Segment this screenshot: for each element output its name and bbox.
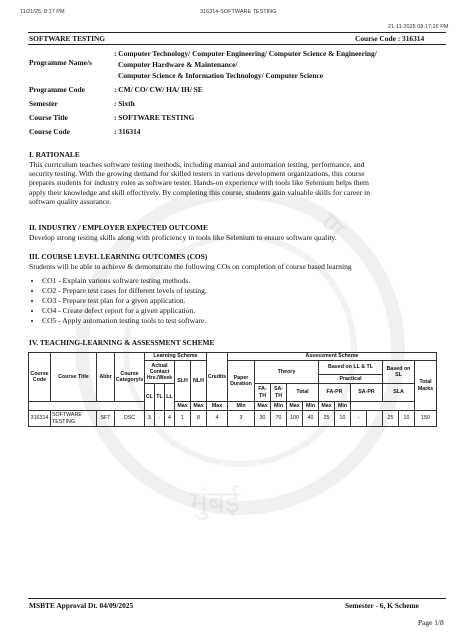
cos-intro: Students will be able to achieve & demonstrate the following COs on completion of course based learning xyxy=(29,262,352,271)
semester-label: Semester xyxy=(29,99,58,108)
rationale-line: software quality assurance. xyxy=(29,196,112,206)
cell-nlh: 8 xyxy=(191,411,207,427)
industry-text: Develop strong testing skills along with proficiency in tools like Selenium to ensure software quality. xyxy=(29,233,337,242)
cell-ll: 4 xyxy=(165,411,175,427)
title-rule-top xyxy=(28,32,446,33)
rationale-line: This curriculum teaches software testing methods, including manual and automation testing, performance, and xyxy=(29,160,365,169)
th-fa-th: FA-TH xyxy=(255,384,271,402)
th-learning-scheme: Learning Scheme xyxy=(145,353,207,361)
th-based-ll-tl: Based on LL & TL xyxy=(319,361,383,375)
th-max: Max xyxy=(255,402,271,411)
cell-sa-pr-min xyxy=(367,411,383,427)
course-code-right: Course Code : 316314 xyxy=(355,34,425,43)
cell-code: 316314 xyxy=(29,411,51,427)
footer-rule xyxy=(28,598,446,599)
cell-sa-pr-max: - xyxy=(351,411,367,427)
th-min: Min xyxy=(303,402,319,411)
co-list xyxy=(26,276,207,326)
cell-slh: 1 xyxy=(175,411,191,427)
th-max: Max xyxy=(191,402,207,411)
cell-sa-th-max: 70 xyxy=(271,411,287,427)
course-title-left: SOFTWARE TESTING xyxy=(29,34,106,43)
cell-fa-pr-min: 10 xyxy=(335,411,351,427)
th-min: Min xyxy=(271,402,287,411)
th-total: Total xyxy=(287,384,319,402)
title-rule-bottom xyxy=(28,44,446,45)
cos-heading: III. COURSE LEVEL LEARNING OUTCOMES (COS) xyxy=(29,252,208,261)
th-course-code: Course Code xyxy=(29,353,51,402)
th-actual-contact: Actual Contact Hrs./Week xyxy=(145,361,175,384)
course-code-label: Course Code xyxy=(29,127,70,136)
cell-total-max: 100 xyxy=(287,411,303,427)
programme-code-value: : CM/ CO/ CW/ HA/ IH/ SE xyxy=(114,85,203,94)
programme-code-label: Programme Code xyxy=(29,85,85,94)
rationale-line: security testing. With the growing demand for skilled testers in various development organizations, this course xyxy=(29,169,365,179)
th-tl: TL xyxy=(155,384,165,411)
cell-credits: 4 xyxy=(207,411,228,427)
programme-line: Computer Hardware & Maintenance/ xyxy=(118,60,238,69)
th-theory: Theory xyxy=(255,361,319,384)
approval-date: MSBTE Approval Dt. 04/09/2025 xyxy=(29,601,134,610)
th-min: Min xyxy=(335,402,351,411)
th-sa-th: SA-TH xyxy=(271,384,287,402)
th-ll: LL xyxy=(165,384,175,411)
table-row xyxy=(29,411,437,427)
th-slh: SLH xyxy=(175,361,191,402)
cell-cl: 3 xyxy=(145,411,155,427)
th-based-sl: Based on SL xyxy=(383,361,415,384)
th-practical: Practical xyxy=(319,375,383,384)
th-max: Max xyxy=(287,402,303,411)
cell-category: DSC xyxy=(115,411,145,427)
course-title-label: Course Title xyxy=(29,113,68,122)
rationale-line: prepares students for industry roles as software tester. Hands-on experience with tools like Selenium helps them xyxy=(29,178,369,188)
th-sa-pr: SA-PR xyxy=(351,384,383,402)
cell-fa-th-max: 30 xyxy=(255,411,271,427)
programme-line: : Computer Technology/ Computer Engineering/ Computer Science & Engineering/ xyxy=(114,49,377,58)
cell-abbr: SFT xyxy=(97,411,115,427)
cell-fa-pr-max: 25 xyxy=(319,411,335,427)
cell-sla-min: 10 xyxy=(399,411,415,427)
course-title-value: : SOFTWARE TESTING xyxy=(114,113,195,122)
co-item: • CO1 - Explain various software testing methods. xyxy=(42,276,207,286)
programme-names xyxy=(114,48,377,81)
th-cl: CL xyxy=(145,384,155,411)
co-item: • CO5 - Apply automation testing tools to test software. xyxy=(42,316,207,326)
cell-tl: - xyxy=(155,411,165,427)
doc-timestamp: 21-11-2025 08:17:26 PM xyxy=(388,24,449,30)
cell-sla-max: 25 xyxy=(383,411,399,427)
browser-page-title: 316314-SOFTWARE TESTING xyxy=(200,9,277,15)
industry-heading: II. INDUSTRY / EMPLOYER EXPECTED OUTCOME xyxy=(29,223,208,232)
page-number: Page 1/8 xyxy=(418,618,444,627)
th-min: Min xyxy=(228,402,255,411)
th-abbr: Abbr xyxy=(97,353,115,402)
th-total-marks: Total Marks xyxy=(415,361,437,411)
co-item: • CO3 - Prepare test plan for a given application. xyxy=(42,296,207,306)
rationale-line: apply their knowledge and skill effectively. By completing this course, students gain valuable skills for career in xyxy=(29,187,370,197)
th-spacer xyxy=(29,402,175,411)
cell-paper: 3 xyxy=(228,411,255,427)
browser-datetime: 11/21/25, 8:17 PM xyxy=(20,9,65,15)
th-max: Max xyxy=(207,402,228,411)
co-item: • CO4 - Create defect report for a given application. xyxy=(42,306,207,316)
semester-scheme: Semester - 6, K Scheme xyxy=(345,601,419,610)
programme-line: Computer Science & Information Technology/ Computer Science xyxy=(118,71,324,80)
teaching-assessment-table xyxy=(28,352,437,427)
cell-total-marks: 150 xyxy=(415,411,437,427)
semester-value: : Sixth xyxy=(114,99,135,108)
th-category: Course Category/s xyxy=(115,353,145,402)
th-fa-pr: FA-PR xyxy=(319,384,351,402)
th-credits: Credits xyxy=(207,353,228,402)
th-sla: SLA xyxy=(383,384,415,402)
th-max: Max xyxy=(319,402,335,411)
scheme-heading: IV. TEACHING-LEARNING & ASSESSMENT SCHEME xyxy=(29,338,215,347)
course-code-value: : 316314 xyxy=(114,127,141,136)
th-paper-duration: Paper Duration xyxy=(228,361,255,402)
rationale-heading: I. RATIONALE xyxy=(29,150,80,159)
th-nlh: NLH xyxy=(191,361,207,402)
th-max: Max xyxy=(175,402,191,411)
watermark-glyph: ण xyxy=(311,206,352,247)
cell-total-min: 40 xyxy=(303,411,319,427)
th-course-title: Course Title xyxy=(51,353,97,402)
rationale-text xyxy=(29,160,449,206)
cell-title: SOFTWARE TESTING xyxy=(51,411,97,427)
co-item: • CO2 - Prepare test cases for different levels of testing. xyxy=(42,286,207,296)
th-assessment-scheme: Assessment Scheme xyxy=(228,353,437,361)
programme-label: Programme Name/s xyxy=(29,58,92,67)
watermark-glyph: मुंबई xyxy=(190,485,240,520)
